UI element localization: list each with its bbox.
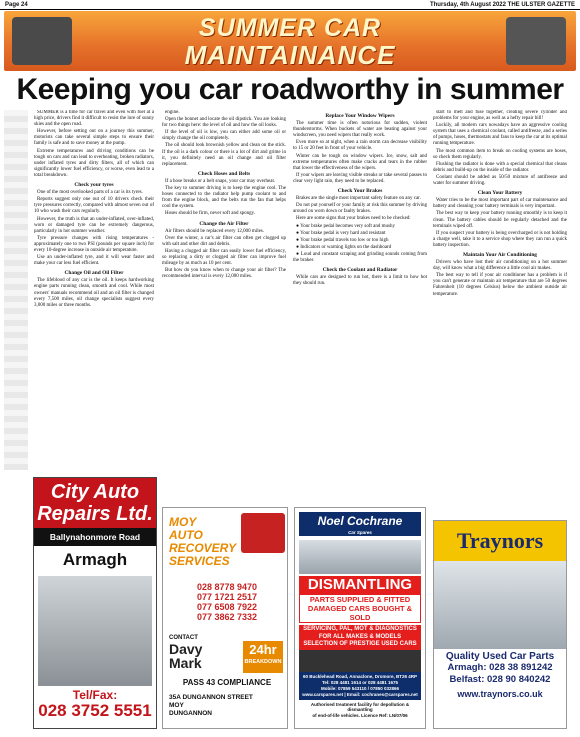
city-auto-tel-label: Tel/Fax: xyxy=(72,688,118,702)
article-paragraph: The lifeblood of any car is the oil. It keeps hardworking engine parts running clean, smooth and cool. While most owners' manuals recommend oil and an oil filter is changed every 7,500 miles, oil change specialists suggest every 3,000 miles or three months. xyxy=(34,278,154,308)
moy-contact-label: CONTACT xyxy=(169,635,198,641)
traynors-armagh-phone: Armagh: 028 38 891242 xyxy=(447,662,553,673)
traynors-belfast-phone: Belfast: 028 90 840242 xyxy=(449,674,551,685)
article-paragraph: But how do you know when to change your air filter? The recommended interval is every 12,000 miles. xyxy=(162,268,286,280)
moy-logo-line4: SERVICES xyxy=(169,554,230,568)
article-paragraph: SUMMER is a time for car travel and even with fuel at a high price, drivers find it difficult to resist the lure of sunny skies and the open road. xyxy=(34,110,154,128)
city-auto-logo xyxy=(34,478,156,528)
noel-web: www.carspares.net | Email: cochranes@carspares.net xyxy=(302,691,418,697)
article-column-2 xyxy=(162,110,286,470)
article-paragraph: Luckily, all modern cars nowadays have an aggressive cooling system that uses a chemical coolant, called antifreeze, and a series of pumps, hoses, thermostats and fans to keep the car at its optimal running temperature. xyxy=(433,123,567,147)
moy-address-line2: MOY xyxy=(169,702,184,709)
article-paragraph: start to melt and fuse together, creating severe cylinder and problems for your engine, as well as a hefty repair bill! xyxy=(433,110,567,122)
noel-parts-line2: DAMAGED CARS BOUGHT & SOLD xyxy=(307,604,413,622)
moy-address-line3: DUNGANNON xyxy=(169,710,212,717)
moy-contact-name: Mark xyxy=(169,655,202,671)
article-paragraph: However, before setting out on a journey this summer, motorists can take several simple steps to ensure their family is safe and to save money at the pump. xyxy=(34,129,154,147)
noel-tel: Tel: 028 4481 1614 or 028 4481 1675 xyxy=(322,679,398,685)
article-column-4 xyxy=(433,110,567,518)
breakdown-24hr-badge xyxy=(243,641,283,673)
noel-services-line3: SELECTION OF PRESTIGE USED CARS xyxy=(303,641,417,647)
traynors-logo: Traynors xyxy=(434,521,566,561)
city-auto-garage-photo xyxy=(38,576,152,686)
noel-cars-strip xyxy=(299,650,421,672)
moy-phone: 077 3862 7332 xyxy=(196,612,258,622)
article-paragraph: The best way to keep your battery running smoothly is to keep it clean. The battery cables should be regularly detached and the terminals wiped off. xyxy=(433,211,567,229)
ad-moy-auto-recovery xyxy=(162,507,288,729)
noel-parts xyxy=(299,594,421,623)
article-paragraph: Use an under-inflated tyre, and it will wear faster and make your car less fuel efficient. xyxy=(34,255,154,267)
traynors-yard-photo xyxy=(434,561,566,649)
article-paragraph: The oil should look brownish yellow and clean on the stick. If the oil is a dark colour or there is a lot of dirt and grime in it, you definitely need an oil change and oil filter replacement. xyxy=(162,143,286,167)
badge-24hr: 24hr xyxy=(249,642,277,657)
traynors-tagline: Quality Used Car Parts xyxy=(445,651,555,662)
moy-logo-line3: RECOVERY xyxy=(169,541,237,555)
moy-logo-line2: AUTO xyxy=(169,528,203,542)
moy-contact-names xyxy=(169,642,202,670)
article-paragraph: ● Your brake pedal is very hard and resistant xyxy=(296,230,386,236)
article-paragraph: If a hose breaks or a belt snaps, your car may overheat. xyxy=(165,178,276,184)
moy-logo-line1: MOY xyxy=(169,515,197,529)
noel-parts-line1: PARTS SUPPLIED & FITTED xyxy=(309,595,411,604)
article-subheading: Clean Your Battery xyxy=(477,190,523,197)
noel-authorised xyxy=(299,702,421,719)
article-subheading: Replace Your Window Wipers xyxy=(325,113,395,119)
article-paragraph: If your wipers are leaving visible streaks or take several passes to clear very light rain, they need to be replaced. xyxy=(293,172,427,184)
issue-date: Thursday, 4th August 2022 THE ULSTER GAZETTE xyxy=(429,1,575,8)
city-auto-town: Armagh xyxy=(62,550,128,569)
noel-auth-line2: of end-of-life vehicles. Licence Ref: LN/07/06 xyxy=(312,712,408,718)
article-paragraph: Open the bonnet and locate the oil dipstick. You are looking for two things here: the level of oil and how the oil looks. xyxy=(162,117,286,129)
noel-address: 60 Bucklehead Road, Annaclone, Dromore, BT26 4RP xyxy=(302,673,418,679)
page-number: Page 24 xyxy=(5,1,28,8)
city-auto-phone: 028 3752 5551 xyxy=(38,701,152,720)
noel-cochrane-logo xyxy=(299,512,421,536)
article-paragraph: Extreme temperatures and driving conditions can be tough on cars and can lead to overheating, broken radiators, under inflated tyres and dirty filters, all of which can significantly lower fuel efficiency, or worse, even lead to a total breakdown. xyxy=(34,148,154,178)
article-column-3 xyxy=(293,110,427,472)
left-margin-strip xyxy=(4,110,28,470)
article-paragraph: Do not put yourself or your family at risk this summer by driving around on worn down or faulty brakes. xyxy=(293,203,427,215)
article-subheading: Check Your Brakes xyxy=(337,188,383,195)
article-paragraph: If the level of oil is low, you can either add some oil or simply change the oil completely. xyxy=(162,130,286,142)
article-subheading: Maintain Your Air Conditioning xyxy=(462,251,538,258)
article-paragraph: Winter can be tough on window wipers. Ice, snow, salt and extreme temperatures often make cracks and tears in the rubber that lower the effectiveness of the wipers. xyxy=(293,153,427,171)
noel-dismantling: DISMANTLING xyxy=(299,576,421,594)
article-paragraph: While cars are designed to run hot, there is a limit to how hot they should run. xyxy=(293,275,427,287)
moy-phone-list xyxy=(169,582,285,622)
badge-breakdown: BREAKDOWN xyxy=(244,659,282,665)
noel-brand-name: Noel Cochrane xyxy=(317,514,403,528)
article-subheading: Check Hoses and Belts xyxy=(197,170,251,177)
ad-traynors xyxy=(433,520,567,729)
article-paragraph: The most common item to break on cooling systems are hoses, so check them regularly. xyxy=(433,148,567,160)
article-paragraph: ● Your brake pedal becomes very soft and mushy xyxy=(296,223,395,229)
article-paragraph: If you suspect your battery is being overcharged or is not holding a charge well, take it to a service shop where they can run a quick battery inspection. xyxy=(433,230,567,248)
article-paragraph: The summer time is often notorious for sudden, violent thunderstorms. When buckets of water are beating against your windscreen, you need wipers that really work. xyxy=(293,121,427,139)
noel-brand-sub: Car Spares xyxy=(348,530,372,535)
article-subheading: Check the Coolant and Radiator xyxy=(322,267,398,274)
article-subheading: Change the Air Filter xyxy=(199,220,249,227)
noel-services-line2: FOR ALL MAKES & MODELS xyxy=(318,633,402,640)
article-paragraph: Brakes are the single most important safety feature on any car. xyxy=(296,196,421,202)
ad-city-auto-repairs xyxy=(33,477,157,729)
section-banner xyxy=(4,11,576,71)
article-paragraph: Tyre pressure changes with rising temperatures - approximately one to two PSI (pounds per square inch) for every 10-degree increase in outside air temperature. xyxy=(34,235,154,253)
moy-phone: 077 6508 7922 xyxy=(196,602,258,612)
city-auto-name-line2: Repairs Ltd. xyxy=(37,503,153,525)
city-auto-name-line1: City Auto xyxy=(50,481,140,503)
article-paragraph: Even more so at night, when a rain storm can decrease visibility to 15 or 20 feet in front of your vehicle. xyxy=(293,140,427,152)
traynors-website: www.traynors.co.uk xyxy=(457,689,543,699)
moy-contact-name: Davy xyxy=(169,641,203,657)
article-paragraph: Having a clogged air filter can easily lower fuel efficiency, so replacing a dirty or clogged air filter can improve fuel mileage by as much as 10 per cent. xyxy=(162,248,286,267)
moy-phone: 028 8778 9470 xyxy=(196,582,258,592)
city-auto-address: Ballynahonmore Road xyxy=(34,528,156,546)
article-column-1 xyxy=(34,110,154,475)
article-paragraph: Over the winter, a car's air filter can often get clogged up with salt and other dirt and debris. xyxy=(162,235,286,247)
article-paragraph: One of the most overlooked parts of a car is its tyres. xyxy=(37,190,143,196)
noel-contact-info xyxy=(299,672,421,700)
moy-phone: 077 1721 2517 xyxy=(196,592,258,602)
article-headline: Keeping you car roadworthy in summer xyxy=(16,73,564,106)
article-paragraph: ● Your brake pedal travels too low or too high xyxy=(296,237,389,243)
article-paragraph: engine. xyxy=(165,110,180,115)
moy-address-line1: 35A DUNGANNON STREET xyxy=(169,694,253,701)
moy-pass-compliance: PASS 43 COMPLIANCE xyxy=(182,678,272,687)
ad-noel-cochrane xyxy=(294,507,426,729)
noel-services-line1: SERVICING, PAL, MOT & DIAGNOSTICS xyxy=(303,626,417,632)
banner-title-line1: SUMMER CAR xyxy=(198,14,382,42)
article-subheading: Check your tyres xyxy=(74,182,114,189)
noel-services xyxy=(299,625,421,650)
article-subheading: Change Oil and Oil Filter xyxy=(64,270,124,277)
article-paragraph: Water tries to be the most important part of car maintenance and battery and cleaning your battery terminals is very important. xyxy=(433,198,567,210)
article-paragraph: Air filters should be replaced every 12,000 miles. xyxy=(165,228,264,234)
article-paragraph: However, the truth is that an under-inflated, over-inflated, worn or damaged tyre can be extremely dangerous, particularly in hot summer weather. xyxy=(34,216,154,234)
article-paragraph: ● Indicators or warning lights on the dashboard xyxy=(296,244,392,250)
article-paragraph: Hoses should be firm, never soft and spongy. xyxy=(165,211,256,217)
article-paragraph: ● Loud and constant scraping and grinding sounds coming from the brakes xyxy=(293,251,427,263)
banner-title-line2: MAINTAINANCE xyxy=(184,40,396,70)
noel-mobile: Mobile: 07859 543110 / 07850 032866 xyxy=(320,685,400,691)
article-paragraph: Coolant should be added as 50/50 mixture of antifreeze and water for summer driving. xyxy=(433,174,567,187)
noel-cars-photo xyxy=(299,540,421,574)
page-header xyxy=(0,0,580,10)
article-paragraph: Drivers who have lost their air conditioning on a hot summer day, will know what a big difference a little cool air makes. xyxy=(433,260,567,272)
article-paragraph: Reports suggest only one out of 10 drivers check their tyre pressures correctly, compared with almost seven out of 10 who wash their cars regularly. xyxy=(34,197,154,215)
noel-auth-line1: Authorised treatment facility for depollution & dismantling xyxy=(310,701,410,712)
article-paragraph: The best way to tell if your air conditioner has a problem is if you can't generate or maintain air temperature that are 50 degrees Fahrenheit (10 degrees Celsius) below the ambient outside air temperature. xyxy=(433,273,567,297)
article-paragraph: The key to summer driving is to keep the engine cool. The hoses connected to the radiator help pump coolant to and from the engine block, and the belts run the fan that helps cool the system. xyxy=(162,186,286,210)
article-paragraph: Flushing the radiator is done with a special chemical that cleans debris and build-up on the inside of the radiator. xyxy=(433,161,567,173)
moy-logo xyxy=(169,516,236,568)
tow-truck-image xyxy=(241,513,285,553)
article-paragraph: Here are some signs that your brakes need to be checked: xyxy=(296,216,411,222)
